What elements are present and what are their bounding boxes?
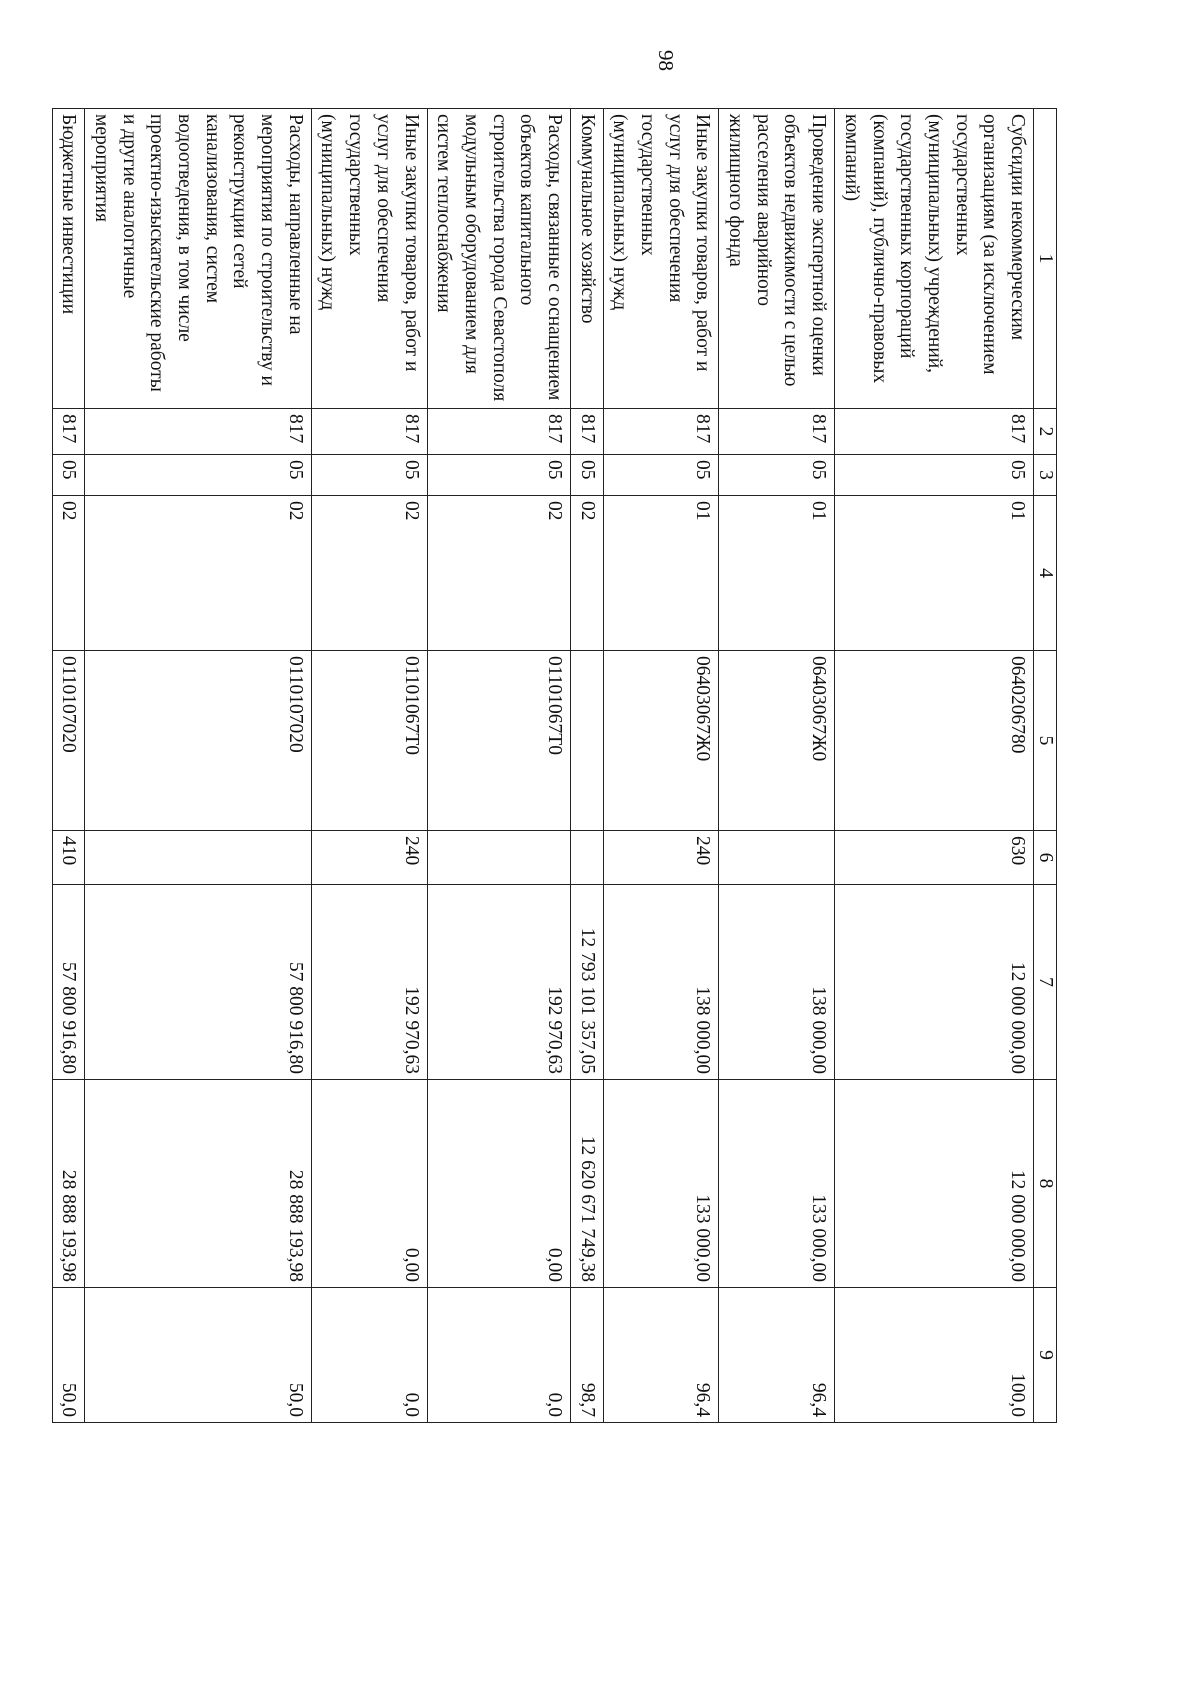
- cell-target-article: 0110107020: [85, 651, 312, 831]
- cell-target-article: 0110107020: [52, 651, 85, 831]
- cell-planned: 138 000,00: [719, 885, 835, 1080]
- cell-percent: 100,0: [835, 1288, 1034, 1423]
- table-row: [52, 109, 85, 1423]
- cell-percent: 96,4: [719, 1288, 835, 1423]
- table-row: [427, 109, 570, 1423]
- cell-target-article: 06403067Ж0: [719, 651, 835, 831]
- cell-admin-code: 817: [603, 409, 719, 455]
- cell-admin-code: 817: [835, 409, 1034, 455]
- cell-section: 05: [571, 455, 604, 496]
- row-name: Субсидии некоммерческим организациям (за исключением государственных (муниципальных) учреждений, государственных корпораций (компаний), публично-правовых компаний): [835, 109, 1034, 409]
- table-header-row: [1034, 109, 1057, 1423]
- cell-planned: 12 000 000,00: [835, 885, 1034, 1080]
- cell-target-article: 06403067Ж0: [603, 651, 719, 831]
- page-number: 98: [654, 50, 678, 71]
- cell-expense-type: 630: [835, 831, 1034, 885]
- row-name: Коммунальное хозяйство: [571, 109, 604, 409]
- cell-subsection: 01: [603, 496, 719, 651]
- cell-percent: 0,0: [427, 1288, 570, 1423]
- cell-section: 05: [85, 455, 312, 496]
- cell-percent: 98,7: [571, 1288, 604, 1423]
- cell-admin-code: 817: [311, 409, 427, 455]
- cell-planned: 192 970,63: [427, 885, 570, 1080]
- cell-executed: 0,00: [427, 1080, 570, 1288]
- cell-expense-type: [85, 831, 312, 885]
- cell-percent: 50,0: [52, 1288, 85, 1423]
- cell-section: 05: [719, 455, 835, 496]
- cell-expense-type: 410: [52, 831, 85, 885]
- column-header: 5: [1034, 651, 1057, 831]
- cell-planned: 138 000,00: [603, 885, 719, 1080]
- cell-expense-type: 240: [311, 831, 427, 885]
- column-header: 4: [1034, 496, 1057, 651]
- cell-executed: 133 000,00: [719, 1080, 835, 1288]
- table-row: [719, 109, 835, 1423]
- cell-planned: 192 970,63: [311, 885, 427, 1080]
- cell-expense-type: [719, 831, 835, 885]
- table-row: [571, 109, 604, 1423]
- cell-subsection: 02: [427, 496, 570, 651]
- column-header: 7: [1034, 885, 1057, 1080]
- table-row: [835, 109, 1034, 1423]
- cell-subsection: 02: [52, 496, 85, 651]
- cell-executed: 12 620 671 749,38: [571, 1080, 604, 1288]
- cell-subsection: 01: [719, 496, 835, 651]
- cell-executed: 28 888 193,98: [85, 1080, 312, 1288]
- cell-planned: 57 800 916,80: [52, 885, 85, 1080]
- column-header: 6: [1034, 831, 1057, 885]
- cell-subsection: 02: [311, 496, 427, 651]
- cell-planned: 57 800 916,80: [85, 885, 312, 1080]
- row-name: Проведение экспертной оценки объектов недвижимости с целью расселения аварийного жилищного фонда: [719, 109, 835, 409]
- cell-section: 05: [52, 455, 85, 496]
- row-name: Иные закупки товаров, работ и услуг для обеспечения государственных (муниципальных) нужд: [311, 109, 427, 409]
- cell-percent: 50,0: [85, 1288, 312, 1423]
- budget-table: [52, 108, 1057, 1423]
- row-name: Расходы, направленные на мероприятия по строительству и реконструкции сетей канализования, систем водоотведения, в том числе проектно-изыскательские работы и другие аналогичные мероприятия: [85, 109, 312, 409]
- cell-admin-code: 817: [85, 409, 312, 455]
- column-header: 9: [1034, 1288, 1057, 1423]
- cell-admin-code: 817: [571, 409, 604, 455]
- cell-target-article: 01101067Т0: [311, 651, 427, 831]
- cell-target-article: 0640206780: [835, 651, 1034, 831]
- row-name: Иные закупки товаров, работ и услуг для обеспечения государственных (муниципальных) нужд: [603, 109, 719, 409]
- cell-subsection: 02: [571, 496, 604, 651]
- column-header: 1: [1034, 109, 1057, 409]
- table-row: [311, 109, 427, 1423]
- cell-section: 05: [427, 455, 570, 496]
- cell-expense-type: [571, 831, 604, 885]
- row-name: Расходы, связанные с оснащением объектов капитального строительства города Севастополя модульным оборудованием для систем теплоснабжения: [427, 109, 570, 409]
- cell-section: 05: [311, 455, 427, 496]
- table-row: [85, 109, 312, 1423]
- column-header: 3: [1034, 455, 1057, 496]
- cell-planned: 12 793 101 357,05: [571, 885, 604, 1080]
- cell-admin-code: 817: [52, 409, 85, 455]
- cell-section: 05: [603, 455, 719, 496]
- column-header: 2: [1034, 409, 1057, 455]
- cell-section: 05: [835, 455, 1034, 496]
- cell-percent: 0,0: [311, 1288, 427, 1423]
- rotated-table-container: [58, 108, 1057, 1422]
- cell-admin-code: 817: [427, 409, 570, 455]
- row-name: Бюджетные инвестиции: [52, 109, 85, 409]
- cell-expense-type: [427, 831, 570, 885]
- cell-executed: 28 888 193,98: [52, 1080, 85, 1288]
- cell-subsection: 01: [835, 496, 1034, 651]
- cell-percent: 96,4: [603, 1288, 719, 1423]
- table-row: [603, 109, 719, 1423]
- cell-executed: 12 000 000,00: [835, 1080, 1034, 1288]
- cell-executed: 0,00: [311, 1080, 427, 1288]
- cell-target-article: [571, 651, 604, 831]
- cell-expense-type: 240: [603, 831, 719, 885]
- cell-target-article: 01101067Т0: [427, 651, 570, 831]
- cell-executed: 133 000,00: [603, 1080, 719, 1288]
- column-header: 8: [1034, 1080, 1057, 1288]
- cell-subsection: 02: [85, 496, 312, 651]
- cell-admin-code: 817: [719, 409, 835, 455]
